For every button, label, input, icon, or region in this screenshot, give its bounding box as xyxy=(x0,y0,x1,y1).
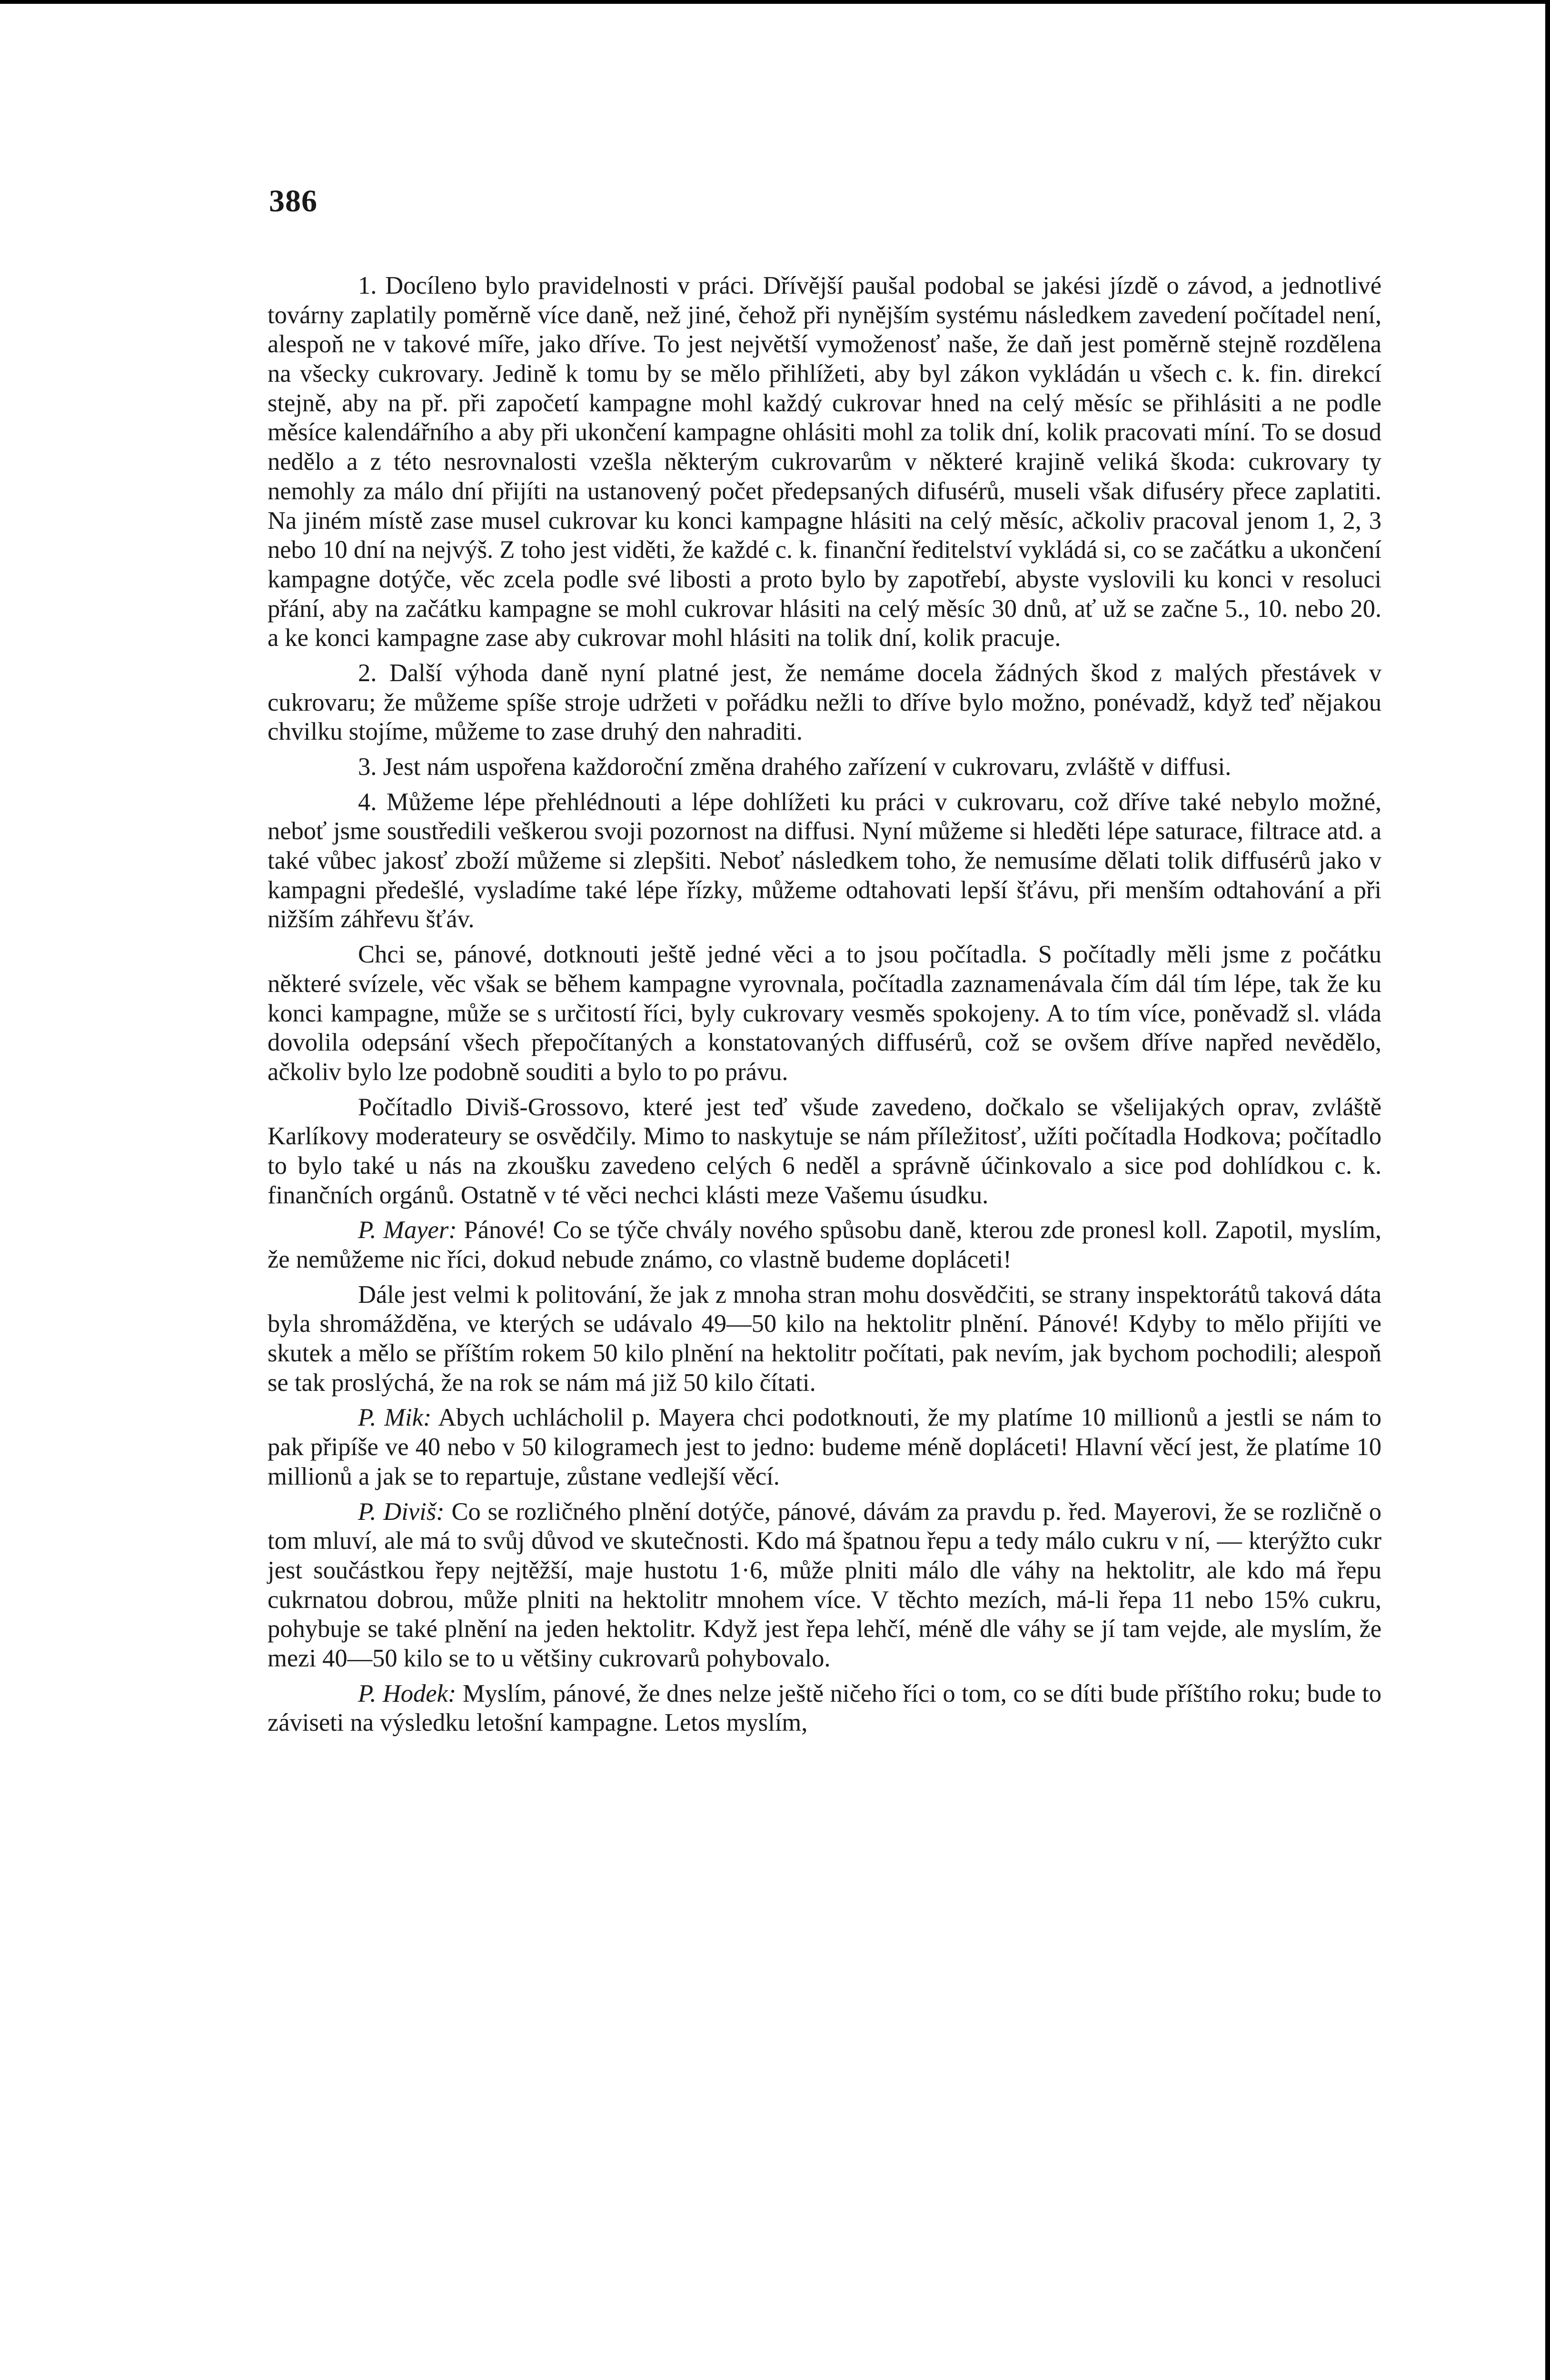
paragraph-text: 1. Docíleno bylo pravidelnosti v práci. Dřívější paušal podobal se jakési jízdě o závod, a jednotlivé továrny zaplatily poměrně více daně, než jiné, čehož při nynějším systému následkem zavedení počítadel není, alespoň ne v takové míře, jako dříve. To jest největší vymoženosť naše, že daň jest poměrně stejně rozdělena na všecky cukrovary. Jedině k tomu by se mělo přihlížeti, aby byl zákon vykládán u všech c. k. fin. direkcí stejně, aby na př. při započetí kampagne mohl každý cukrovar hned na celý měsíc se přihlásiti a ne podle měsíce kalendářního a aby při ukončení kampagne ohlásiti mohl za tolik dní, kolik pracovati míní. To se dosud nedělo a z této nesrovnalosti vzešla některým cukrovarům v některé krajině veliká škoda: cukrovary ty nemohly za málo dní přijíti na ustanovený počet předepsaných difusérů, museli však difuséry přece zaplatiti. Na jiném místě zase musel cukrovar ku konci kampagne hlásiti na celý měsíc, ačkoliv pracoval jenom 1, 2, 3 nebo 10 dní na nejvýš. Z toho jest viděti, že každé c. k. finanční ředitelství vykládá si, co se začátku a ukončení kampagne dotýče, věc zcela podle své libosti a proto bylo by zapotřebí, abyste vyslovili ku konci v resoluci přání, aby na začátku kampagne se mohl cukrovar hlásiti na celý měsíc 30 dnů, ať už se začne 5., 10. nebo 20. a ke konci kampagne zase aby cukrovar mohl hlásiti na tolik dní, kolik pracuje. xyxy=(268,272,1381,652)
speaker-name: P. Diviš: xyxy=(358,1497,445,1526)
paragraph-text: Myslím, pánové, že dnes nelze ještě ničeho říci o tom, co se díti bude příštího roku; bude to záviseti na výsledku letošní kampagne. Letos myslím, xyxy=(268,1679,1382,1737)
paragraph-5 xyxy=(268,940,1381,1087)
paragraph-text: Chci se, pánové, dotknouti ještě jedné věci a to jsou počítadla. S počítadly měli jsme z počátku některé svízele, věc však se během kampagne vyrovnala, počítadla zaznamenávala čím dál tím lépe, tak že ku konci kampagne, může se s určitostí říci, byly cukrovary vesměs spokojeny. A to tím více, poněvadž sl. vláda dovolila odepsání všech přepočítaných a konstatovaných diffusérů, což se ovšem dříve napřed nevědělo, ačkoliv bylo lze podobně souditi a bylo to po právu. xyxy=(268,941,1381,1086)
paragraph-8 xyxy=(268,1280,1381,1398)
paragraph-2 xyxy=(268,659,1381,747)
scan-border-top xyxy=(0,0,1550,4)
paragraph-1 xyxy=(268,271,1381,653)
body-text xyxy=(268,271,1381,1744)
paragraph-text: 2. Další výhoda daně nyní platné jest, že nemáme docela žádných škod z malých přestávek v cukrovaru; že můžeme spíše stroje udržeti v pořádku nežli to dříve bylo možno, ponévadž, když teď nějakou chvilku stojíme, můžeme to zase druhý den nahraditi. xyxy=(268,659,1381,746)
paragraph-text: Pánové! Co se týče chvály nového spůsobu daně, kterou zde pronesl koll. Zapotil, myslím, že nemůžeme nic říci, dokud nebude známo, co vlastně budeme dopláceti! xyxy=(268,1216,1381,1273)
paragraph-text: Abych uchlácholil p. Mayera chci podotknouti, že my platíme 10 millionů a jestli se nám to pak připíše ve 40 nebo v 50 kilogramech jest to jedno: budeme méně dopláceti! Hlavní věcí jest, že platíme 10 millionů a jak se to repartuje, zůstane vedlejší věcí. xyxy=(268,1404,1382,1490)
paragraph-text: Co se rozličného plnění dotýče, pánové, dávám za pravdu p. řed. Mayerovi, že se rozličně o tom mluví, ale má to svůj důvod ve skutečnosti. Kdo má špatnou řepu a tedy málo cukru v ní, — kterýžto cukr jest součástkou řepy nejtěžší, maje hustotu 1·6, může plniti málo dle váhy na hektolitr, ale kdo má řepu cukrnatou dobrou, může plniti na hektolitr mnohem více. V těchto mezích, má-li řepa 11 nebo 15% cukru, pohybuje se také plnění na jeden hektolitr. Když jest řepa lehčí, méně dle váhy se jí tam vejde, ale myslím, že mezi 40—50 kilo se to u většiny cukrovarů pohybovalo. xyxy=(268,1497,1382,1672)
page-number: 386 xyxy=(269,184,318,218)
paragraph-7 xyxy=(268,1216,1381,1274)
paragraph-6 xyxy=(268,1093,1381,1210)
paragraph-text: Počítadlo Diviš-Grossovo, které jest teď všude zavedeno, dočkalo se všelijakých oprav, zvláště Karlíkovy moderateury se osvědčily. Mimo to naskytuje se nám příležitosť, užíti počítadla Hodkova; počítadlo to bylo také u nás na zkoušku zavedeno celých 6 neděl a správně účinkovalo a sice pod dohlídkou c. k. finančních orgánů. Ostatně v té věci nechci klásti meze Vašemu úsudku. xyxy=(268,1093,1381,1209)
paragraph-10 xyxy=(268,1497,1381,1674)
scan-border-right xyxy=(1545,0,1550,2380)
paragraph-9 xyxy=(268,1403,1381,1491)
speaker-name: P. Mayer: xyxy=(358,1216,457,1244)
speaker-name: P. Hodek: xyxy=(358,1679,457,1707)
paragraph-4 xyxy=(268,788,1381,934)
paragraph-text: 4. Můžeme lépe přehlédnouti a lépe dohlížeti ku práci v cukrovaru, což dříve také nebylo možné, neboť jsme soustředili veškerou svoji pozornost na diffusi. Nyní můžeme si hleděti lépe saturace, filtrace atd. a také vůbec jakosť zboží můžeme si zlepšiti. Neboť následkem toho, že nemusíme dělati tolik diffusérů jako v kampagni předešlé, vysladíme také lépe řízky, můžeme odtahovati lepší šťávu, při menším odtahování a při nižším záhřevu šťáv. xyxy=(268,788,1381,933)
paragraph-text: 3. Jest nám uspořena každoroční změna drahého zařízení v cukrovaru, zvláště v diffusi. xyxy=(358,753,1232,781)
paragraph-text: Dále jest velmi k politování, že jak z mnoha stran mohu dosvědčiti, se strany inspektorátů taková dáta byla shromážděna, ve kterých se udávalo 49—50 kilo na hektolitr plnění. Pánové! Kdyby to mělo přijíti ve skutek a mělo se příštím rokem 50 kilo plnění na hektolitr počítati, pak nevím, jak bychom pochodili; alespoň se tak proslýchá, že na rok se nám má již 50 kilo čítati. xyxy=(268,1280,1381,1397)
paragraph-3 xyxy=(268,753,1381,782)
speaker-name: P. Mik: xyxy=(358,1404,432,1432)
paragraph-11 xyxy=(268,1679,1381,1738)
